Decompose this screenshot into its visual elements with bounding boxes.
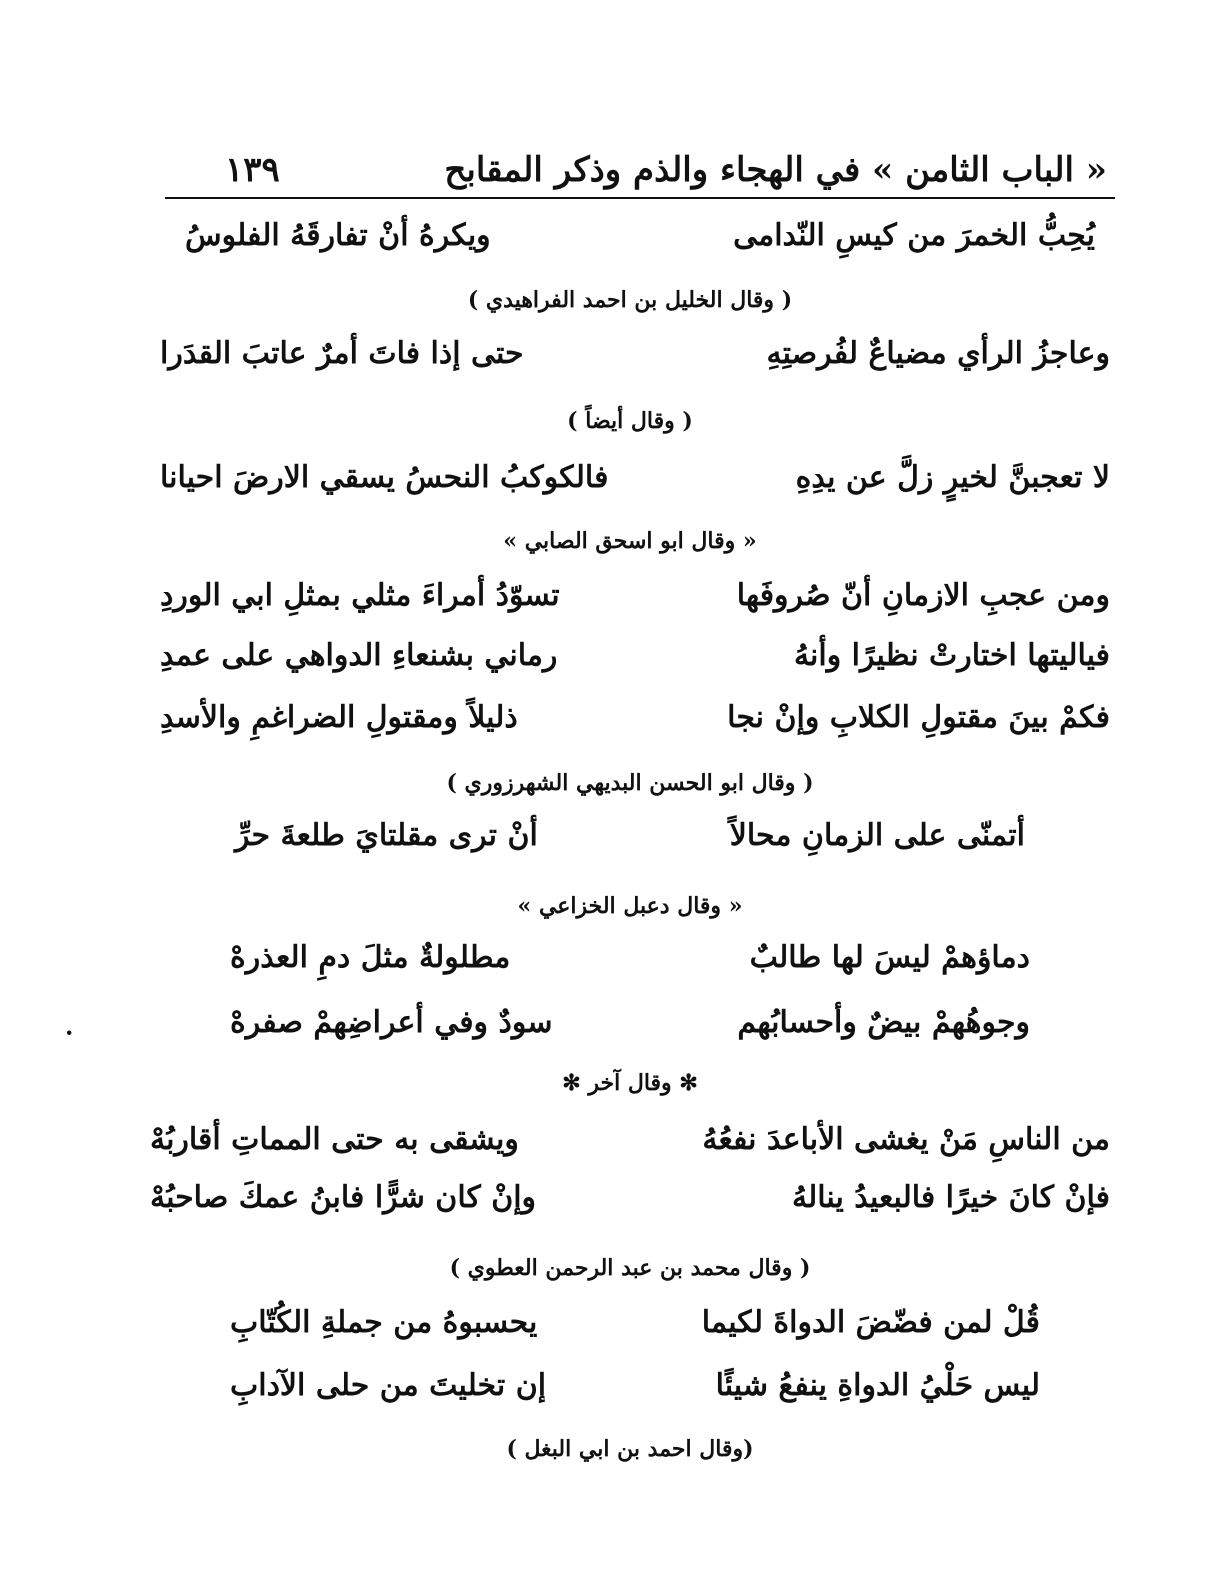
verse-line bbox=[150, 1180, 1110, 1240]
attribution: ( وقال محمد بن عبد الرحمن العطوي ) bbox=[449, 1255, 811, 1281]
verse-line bbox=[230, 1305, 1040, 1365]
verse-first-hemistich: ومن عجبِ الازمانِ أنّ صُروفَها bbox=[736, 578, 1110, 613]
attribution: (وقال احمد بن ابي البغل ) bbox=[506, 1436, 754, 1462]
verse-second-hemistich: مطلولةٌ مثلَ دمِ العذرهْ bbox=[230, 940, 511, 975]
verse-second-hemistich: أنْ ترى مقلتايَ طلعةَ حرِّ bbox=[235, 818, 538, 853]
verse-second-hemistich: إن تخليتَ من حلى الآدابِ bbox=[230, 1368, 547, 1403]
verse-line bbox=[230, 940, 1030, 1000]
stray-mark: · bbox=[65, 1018, 74, 1047]
attribution: ( وقال أيضاً ) bbox=[567, 408, 693, 434]
verse-first-hemistich: دماؤهمْ ليسَ لها طالبٌ bbox=[749, 940, 1030, 975]
verse-first-hemistich: من الناسِ مَنْ يغشى الأباعدَ نفعُهُ bbox=[702, 1122, 1110, 1157]
verse-second-hemistich: تسوّدُ أمراءَ مثلي بمثلِ ابي الوردِ bbox=[160, 578, 560, 613]
verse-second-hemistich: ويشقى به حتى المماتِ أقاربُهْ bbox=[150, 1122, 519, 1157]
verse-line bbox=[160, 578, 1110, 638]
verse-line bbox=[230, 1368, 1040, 1428]
verse-first-hemistich: قُلْ لمن فضّضَ الدواةَ لكيما bbox=[701, 1305, 1040, 1340]
verse-second-hemistich: رماني بشنعاءِ الدواهي على عمدِ bbox=[160, 638, 558, 673]
verse-first-hemistich: وعاجزُ الرأي مضياعٌ لفُرصتِهِ bbox=[766, 336, 1110, 371]
verse-line bbox=[235, 818, 1025, 878]
verse-second-hemistich: فالكوكبُ النحسُ يسقي الارضَ احيانا bbox=[160, 460, 609, 495]
verse-first-hemistich: لا تعجبنَّ لخيرٍ زلَّ عن يدِهِ bbox=[795, 460, 1110, 495]
verse-first-hemistich: يُحِبُّ الخمرَ من كيسِ النّدامى bbox=[733, 218, 1095, 253]
verse-first-hemistich: فكمْ بينَ مقتولِ الكلابِ وإنْ نجا bbox=[727, 700, 1110, 735]
verse-line bbox=[160, 460, 1110, 520]
attribution: ( وقال الخليل بن احمد الفراهيدي ) bbox=[467, 287, 793, 313]
page-number: ١٣٩ bbox=[225, 150, 280, 190]
chapter-title: « الباب الثامن » في الهجاء والذم وذكر المقابح bbox=[444, 150, 1107, 190]
verse-line bbox=[150, 1122, 1110, 1182]
verse-first-hemistich: وجوهُهمْ بيضٌ وأحسابُهم bbox=[737, 1005, 1030, 1040]
verse-first-hemistich: فإنْ كانَ خيرًا فالبعيدُ ينالهُ bbox=[792, 1180, 1110, 1215]
verse-line bbox=[160, 638, 1110, 698]
verse-second-hemistich: يحسبوهُ من جملةِ الكُتّابِ bbox=[230, 1305, 538, 1340]
verse-line bbox=[185, 218, 1095, 278]
poetry-body bbox=[65, 0, 1110, 1591]
attribution: « وقال ابو اسحق الصابي » bbox=[503, 528, 757, 554]
verse-first-hemistich: فياليتها اختارتْ نظيرًا وأنهُ bbox=[793, 638, 1110, 673]
verse-second-hemistich: حتى إذا فاتَ أمرٌ عاتبَ القدَرا bbox=[160, 336, 524, 371]
verse-line bbox=[160, 700, 1110, 760]
verse-first-hemistich: أتمنّى على الزمانِ محالاً bbox=[729, 818, 1025, 853]
attribution: ( وقال ابو الحسن البديهي الشهرزوري ) bbox=[446, 770, 814, 796]
verse-second-hemistich: سودٌ وفي أعراضِهمْ صفرهْ bbox=[230, 1005, 553, 1040]
verse-second-hemistich: ويكرهُ أنْ تفارقَهُ الفلوسُ bbox=[185, 218, 491, 253]
verse-first-hemistich: ليس حَلْيُ الدواةِ ينفعُ شيئًا bbox=[715, 1368, 1040, 1403]
verse-second-hemistich: وإنْ كان شرًّا فابنُ عمكَ صاحبُهْ bbox=[150, 1180, 537, 1215]
verse-line bbox=[160, 336, 1110, 396]
verse-second-hemistich: ذليلاً ومقتولِ الضراغمِ والأسدِ bbox=[160, 700, 518, 735]
verse-line bbox=[230, 1005, 1030, 1065]
attribution: ✻ وقال آخر ✻ bbox=[562, 1070, 698, 1096]
attribution: « وقال دعبل الخزاعي » bbox=[517, 893, 743, 919]
